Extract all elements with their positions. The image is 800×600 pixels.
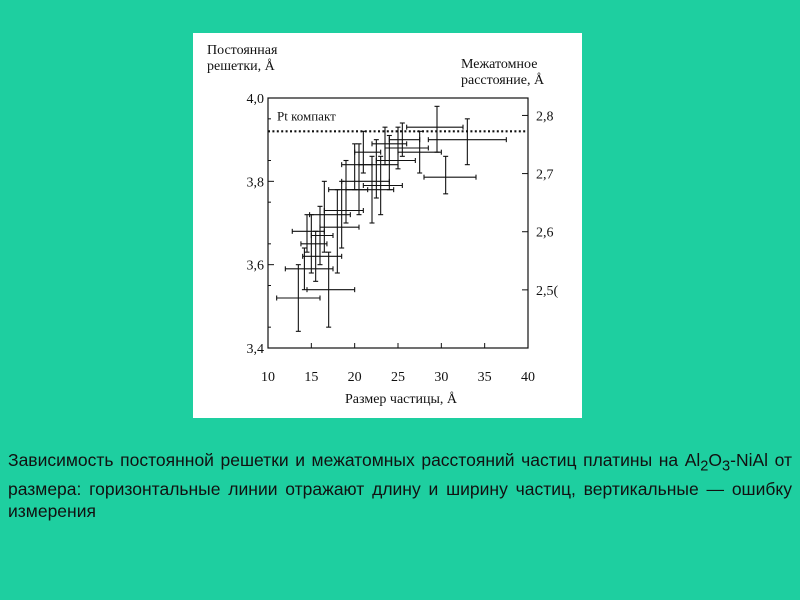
data-point xyxy=(277,265,320,332)
x-tick-label: 10 xyxy=(261,370,275,385)
data-point xyxy=(285,248,333,290)
chart-svg xyxy=(193,33,582,418)
x-tick-label: 25 xyxy=(391,370,405,385)
x-axis-title: Размер частицы, Å xyxy=(345,392,457,407)
caption-subscript-3: 3 xyxy=(722,458,731,475)
caption-text-o: O xyxy=(708,450,723,470)
caption-text-1: Зависимость постоянной решетки и межатомных расстояний частиц платины на Al xyxy=(8,450,701,470)
data-point xyxy=(389,123,419,156)
data-point xyxy=(428,119,506,165)
data-points-layer xyxy=(277,106,507,331)
x-tick-label: 30 xyxy=(434,370,449,385)
x-tick-label: 40 xyxy=(521,370,535,385)
data-point xyxy=(307,252,355,327)
data-point xyxy=(424,156,476,193)
y-tick-label: 3,6 xyxy=(246,258,264,274)
y2-tick-label: 2,5( xyxy=(536,283,559,299)
y2-tick-label: 2,8 xyxy=(536,109,554,125)
y-axis-title-line: решетки, Å xyxy=(207,59,275,74)
y-tick-label: 3,8 xyxy=(246,175,264,191)
y2-tick-label: 2,6 xyxy=(536,225,554,241)
caption-text-2: -NiAl от размера: горизонтальные линии отражают длину и ширину частиц, вертикальные — ошибку измерения xyxy=(8,450,792,521)
x-tick-label: 15 xyxy=(304,370,319,385)
y2-tick-label: 2,7 xyxy=(536,167,554,183)
data-point xyxy=(320,190,359,273)
y-axis-title-line: Постоянная xyxy=(207,43,278,58)
x-tick-label: 35 xyxy=(477,370,492,385)
data-point xyxy=(303,231,342,281)
y2-axis-title-line: расстояние, Å xyxy=(461,73,545,88)
y2-axis-title-line: Межатомное xyxy=(461,57,538,72)
x-tick-label: 20 xyxy=(347,370,362,385)
data-point xyxy=(385,127,428,169)
data-point xyxy=(329,161,368,224)
y-tick-label: 3,4 xyxy=(246,342,264,357)
data-point xyxy=(342,144,390,215)
reference-line-label: Pt компакт xyxy=(277,108,336,124)
data-point xyxy=(346,156,394,223)
data-point xyxy=(407,106,463,152)
chart-figure xyxy=(193,33,582,418)
y-tick-label: 4,0 xyxy=(246,92,264,107)
slide-caption xyxy=(8,449,792,522)
caption-subscript-2: 2 xyxy=(700,458,709,475)
